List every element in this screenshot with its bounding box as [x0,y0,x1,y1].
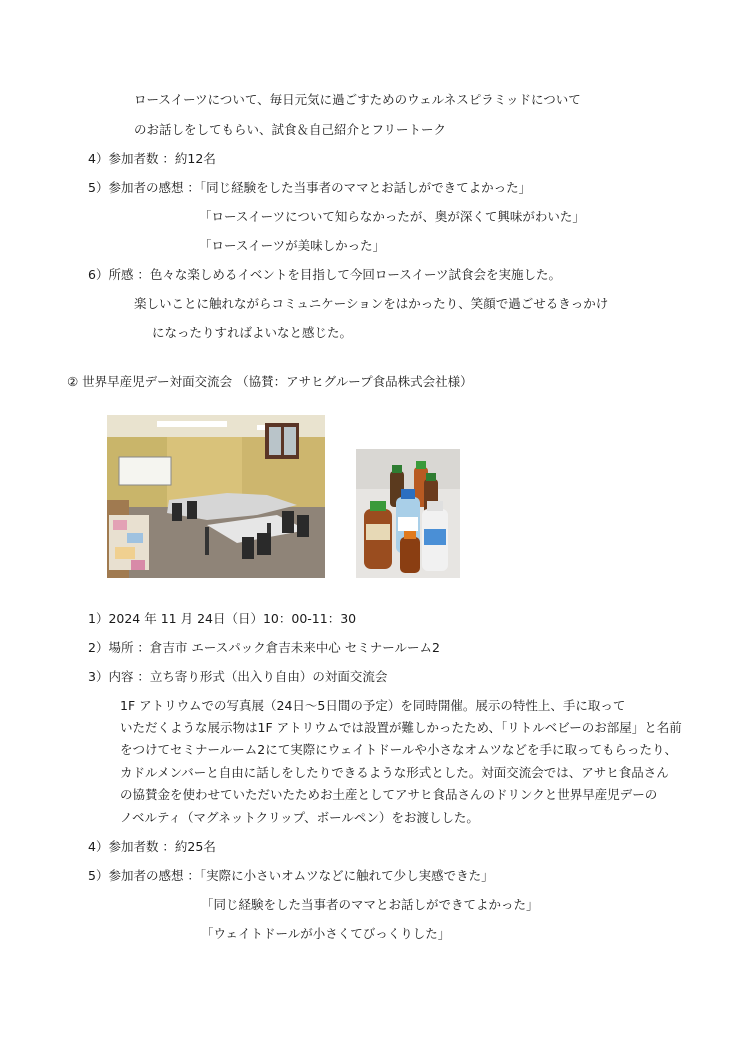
section1-participants: 4）参加者数 ：約12名 [88,151,216,166]
section2-impression-2: 「同じ経験をした当事者のママとお話しができてよかった」 [201,897,539,912]
section2-content-line-6: ノベルティ（マグネットクリップ、ボールペン）をお渡しした。 [120,810,479,825]
section2-impression-3: 「ウェイトドールが小さくてびっくりした」 [201,926,451,941]
section1-thoughts-line-1: 楽しいことに触れながらコミュニケーションをはかったり、笑顔で過ごせるきっかけ [134,296,609,311]
section2-content-line-3: をつけてセミナールーム2にて実際にウェイトドールや小さなオムツなどを手に取ってもらったり、 [120,742,677,757]
section2-content-line-4: カドルメンバーと自由に話しをしたりできるような形式とした。対面交流会では、アサヒ食品さん [120,765,669,780]
section1-impression-2: 「ロースイーツについて知らなかったが、奥が深くて興味がわいた」 [199,209,585,224]
section2-participants: 4）参加者数 ：約25名 [88,839,216,854]
section1-impression-3: 「ロースイーツが美味しかった」 [199,238,386,253]
section1-impressions-label: 5）参加者の感想 ：「同じ経験をした当事者のママとお話しができてよかった」 [88,180,532,195]
section2-heading: ② 世界早産児デー対面交流会 （協賛：アサヒグループ食品株式会社様） [67,374,473,389]
section2-place: 2）場所 ：倉吉市 エースパック倉吉未来中心 セミナールーム2 [88,640,440,655]
seminar-room-photo [107,415,325,578]
section1-thoughts-line-2: になったりすればよいなと感じた。 [152,325,353,340]
section1-content-line-2: のお話しをしてもらい、試食＆自己紹介とフリートーク [134,122,447,137]
drink-bottles-photo [356,449,460,578]
section2-content-line-2: いただくような展示物は1F アトリウムでは設置が難しかったため、「リトルベビーのお部屋」と名前 [120,720,682,735]
section2-date: 1）2024 年 11 月 24日（日）10：00-11：30 [88,611,357,626]
section2-content-label: 3）内容 ：立ち寄り形式（出入り自由）の対面交流会 [88,669,388,684]
section1-thoughts-label: 6）所感 ：色々な楽しめるイベントを目指して今回ロースイーツ試食会を実施した。 [88,267,562,282]
section2-content-line-5: の協賛金を使わせていただいたためお土産としてアサヒ食品さんのドリンクと世界早産児デーの [120,787,658,802]
section2-impressions-label: 5）参加者の感想 ：「実際に小さいオムツなどに触れて少し実感できた」 [88,868,494,883]
section2-content-line-1: 1F アトリウムでの写真展（24日～5日間の予定）を同時開催。展示の特性上、手に取って [120,698,626,713]
section1-content-line-1: ロースイーツについて、毎日元気に過ごすためのウェルネスピラミッドについて [134,92,581,107]
